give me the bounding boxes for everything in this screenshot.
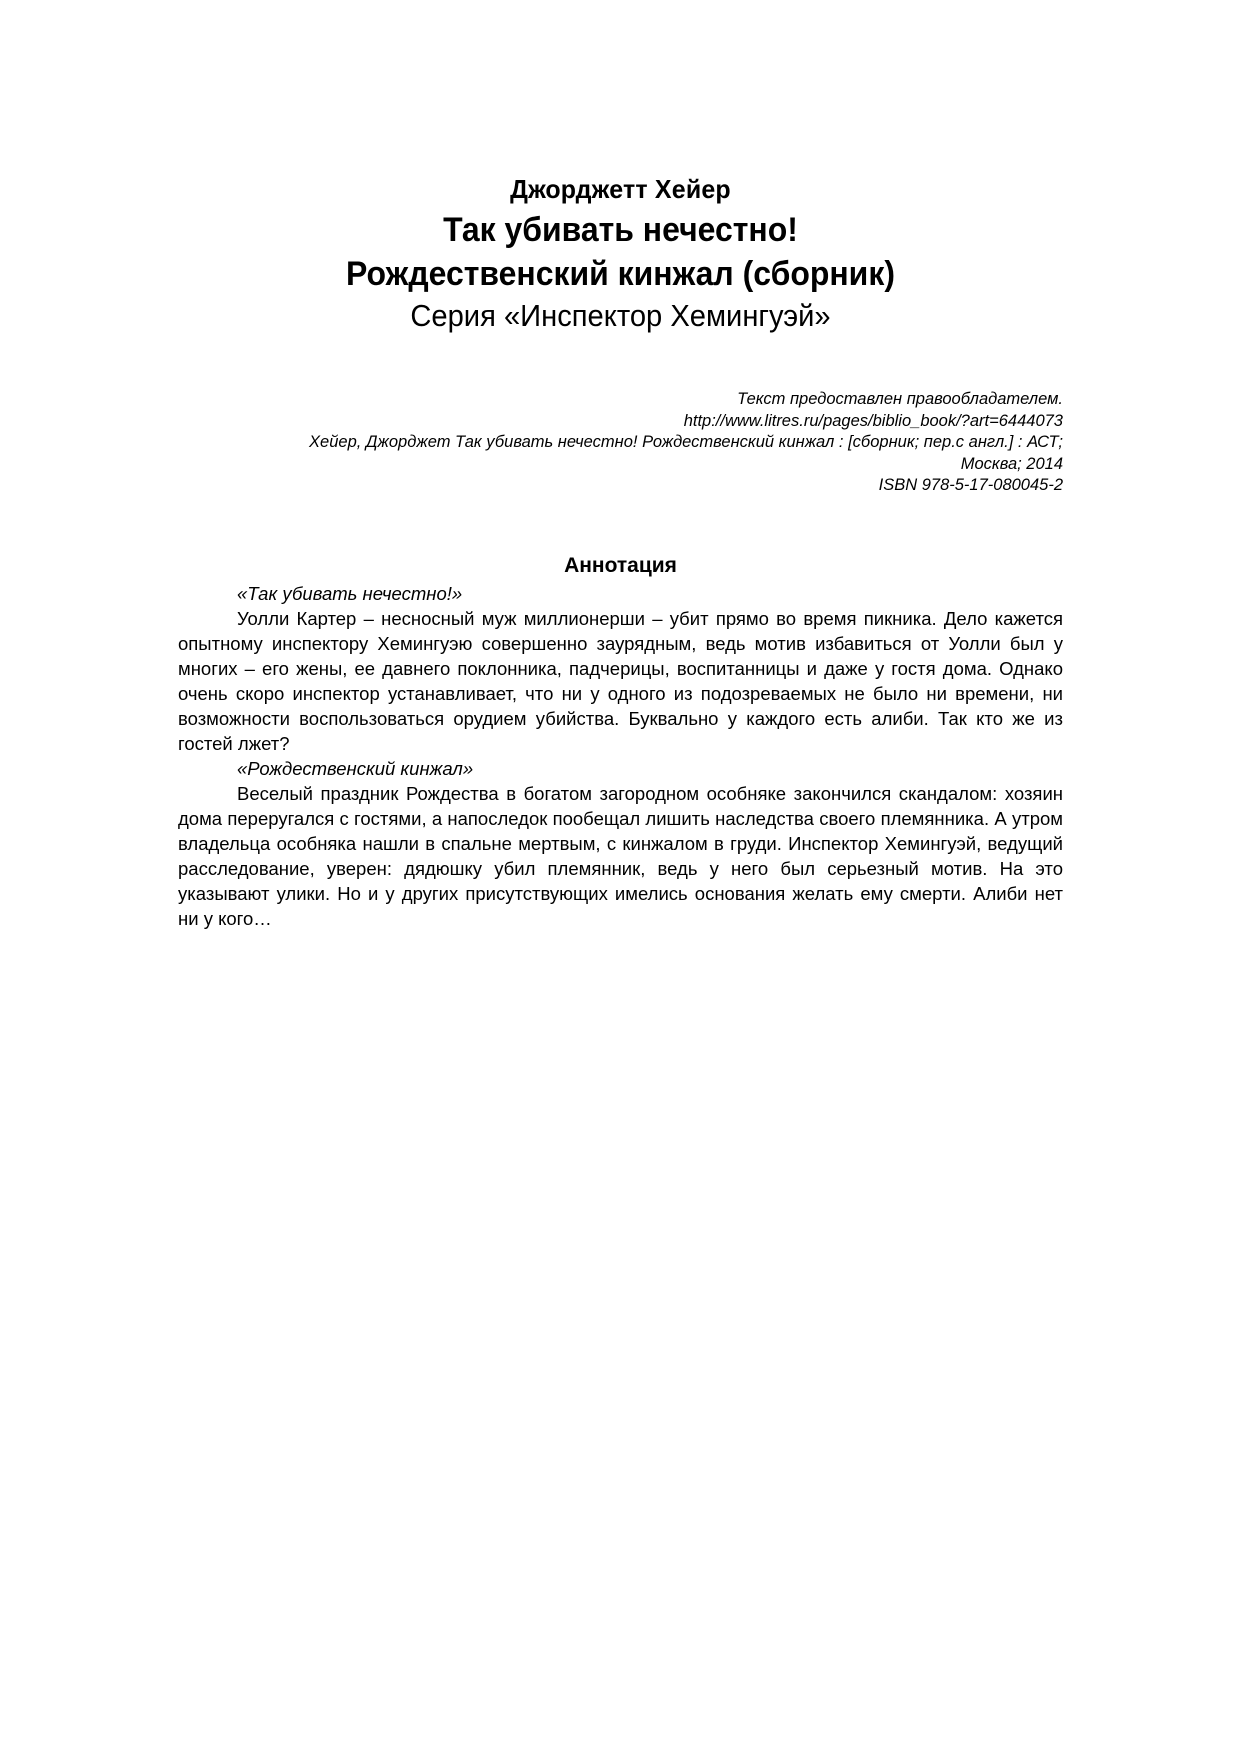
source-url: http://www.litres.ru/pages/biblio_book/?art=6444073 xyxy=(683,411,1063,430)
story-title-2: «Рождественский кинжал» xyxy=(237,758,474,779)
series-name: Серия «Инспектор Хемингуэй» xyxy=(410,298,831,333)
publication-place-year: Москва; 2014 xyxy=(960,454,1063,473)
title-block xyxy=(0,172,1241,336)
annotation-heading: Аннотация xyxy=(564,554,677,577)
story-summary-1: Уолли Картер – несносный муж миллионерши – убит прямо во время пикника. Дело кажется опытному инспектору Хемингуэю совершенно заурядным, ведь мотив избавиться от Уолли был у многих – его жены, ее давнего поклонника, падчерицы, воспитанницы и даже у гостя дома. Однако очень скоро инспектор устанавливает, что ни у одного из подозреваемых не было ни времени, ни возможности воспользоваться орудием убийства. Буквально у каждого есть алиби. Так кто же из гостей лжет? xyxy=(178,608,1063,754)
author-name: Джорджетт Хейер xyxy=(510,174,731,204)
book-title-line-2: Рождественский кинжал (сборник) xyxy=(346,255,895,293)
source-info xyxy=(170,389,1063,497)
book-title-line-1: Так убивать нечестно! xyxy=(443,211,798,249)
bibliographic-record: Хейер, Джорджет Так убивать нечестно! Рождественский кинжал : [сборник; пер.с англ.] : АСТ; xyxy=(309,433,1063,451)
story-summary-2: Веселый праздник Рождества в богатом загородном особняке закончился скандалом: хозяин дома переругался с гостями, а напоследок пообещал лишить наследства своего племянника. А утром владельца особняка нашли в спальне мертвым, с кинжалом в груди. Инспектор Хемингуэй, ведущий расследование, уверен: дядюшку убил племянник, ведь у него был серьезный мотив. На это указывают улики. Но и у других присутствующих имелись основания желать ему смерти. Алиби нет ни у кого… xyxy=(178,783,1063,929)
annotation-section xyxy=(178,551,1063,931)
story-title-1: «Так убивать нечестно!» xyxy=(237,583,463,604)
isbn: ISBN 978-5-17-080045-2 xyxy=(878,476,1063,494)
rights-notice: Текст предоставлен правообладателем. xyxy=(737,390,1063,408)
